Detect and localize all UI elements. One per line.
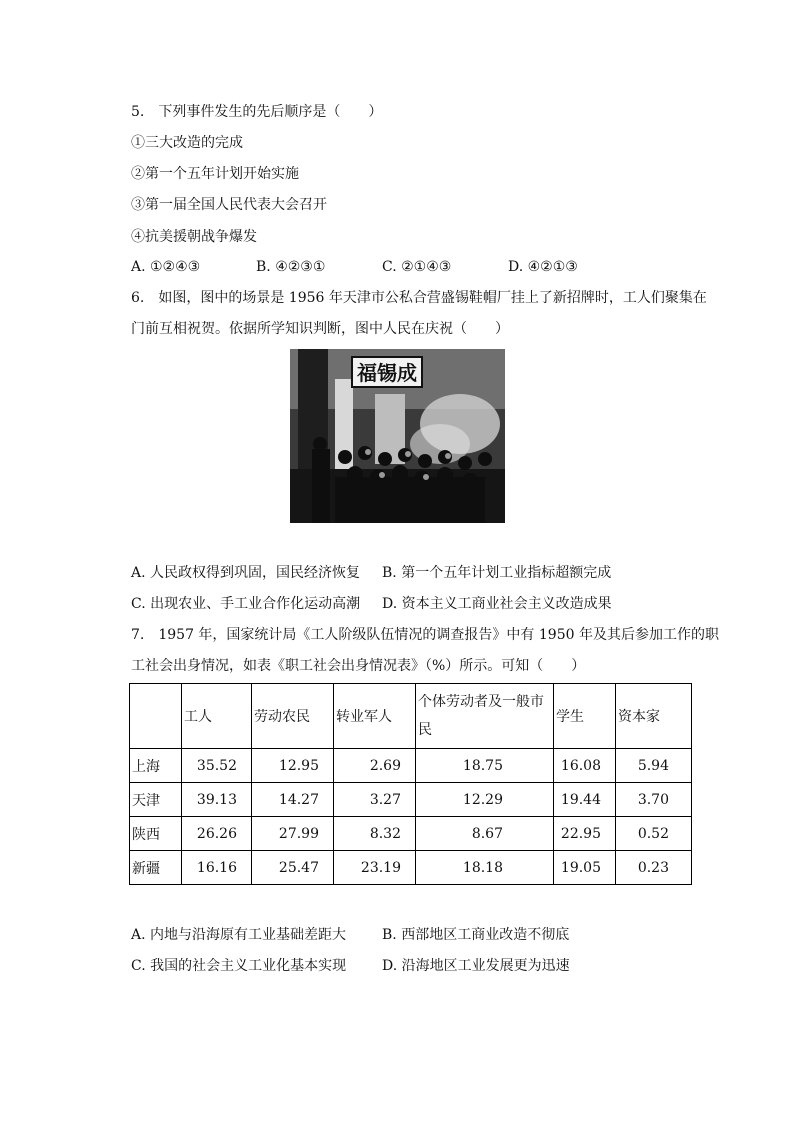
table-cell: 16.08 bbox=[554, 749, 616, 783]
table-cell: 23.19 bbox=[334, 851, 416, 885]
table-cell: 0.52 bbox=[616, 817, 692, 851]
q5-item-1: ①三大改造的完成 bbox=[131, 135, 243, 151]
table-cell: 26.26 bbox=[182, 817, 252, 851]
table-cell-region: 陕西 bbox=[130, 817, 182, 851]
table-cell-region: 上海 bbox=[130, 749, 182, 783]
table-cell: 3.70 bbox=[616, 783, 692, 817]
table-cell: 8.67 bbox=[416, 817, 554, 851]
table-cell: 27.99 bbox=[252, 817, 334, 851]
table-cell: 18.18 bbox=[416, 851, 554, 885]
table-cell: 12.29 bbox=[416, 783, 554, 817]
table-cell: 3.27 bbox=[334, 783, 416, 817]
q6-option-a: A. 人民政权得到巩固，国民经济恢复 bbox=[131, 565, 361, 581]
table-header-cell: 个体劳动者及一般市民 bbox=[416, 684, 554, 749]
table-header-cell bbox=[130, 684, 182, 749]
q5-option-a: A. ①②④③ bbox=[131, 259, 201, 275]
table-cell: 39.13 bbox=[182, 783, 252, 817]
q7-option-b: B. 西部地区工商业改造不彻底 bbox=[382, 927, 570, 943]
table-cell: 16.16 bbox=[182, 851, 252, 885]
table-row bbox=[130, 783, 692, 817]
table-cell: 8.32 bbox=[334, 817, 416, 851]
table-header-cell: 资本家 bbox=[616, 684, 692, 749]
q5-item-2: ②第一个五年计划开始实施 bbox=[131, 166, 299, 182]
table-row bbox=[130, 851, 692, 885]
table-cell: 19.05 bbox=[554, 851, 616, 885]
table-header-cell: 工人 bbox=[182, 684, 252, 749]
table-header-row bbox=[130, 684, 692, 749]
q7-option-c: C. 我国的社会主义工业化基本实现 bbox=[131, 958, 347, 974]
table-cell: 12.95 bbox=[252, 749, 334, 783]
q6-option-b: B. 第一个五年计划工业指标超额完成 bbox=[382, 565, 612, 581]
q7-option-d: D. 沿海地区工业发展更为迅速 bbox=[382, 958, 570, 974]
q5-option-b: B. ④②③① bbox=[256, 259, 326, 275]
table-cell: 14.27 bbox=[252, 783, 334, 817]
table-cell: 25.47 bbox=[252, 851, 334, 885]
table-row bbox=[130, 749, 692, 783]
q6-photo-illustration bbox=[290, 349, 505, 523]
q7-stem-line1: 7. 1957 年，国家统计局《工人阶级队伍情况的调查报告》中有 1950 年及其后参加工作的职 bbox=[131, 627, 719, 643]
q5-item-3: ③第一届全国人民代表大会召开 bbox=[131, 197, 327, 213]
table-header-cell: 学生 bbox=[554, 684, 616, 749]
q5-item-4: ④抗美援朝战争爆发 bbox=[131, 229, 257, 245]
table-cell: 2.69 bbox=[334, 749, 416, 783]
table-header-cell: 劳动农民 bbox=[252, 684, 334, 749]
q5-option-c: C. ②①④③ bbox=[382, 259, 452, 275]
q5-stem: 5. 下列事件发生的先后顺序是（ ） bbox=[131, 104, 383, 120]
q7-stem-line2: 工社会出身情况，如表《职工社会出身情况表》（%）所示。可知（ ） bbox=[131, 658, 586, 674]
q7-option-a: A. 内地与沿海原有工业基础差距大 bbox=[131, 927, 347, 943]
table-cell: 35.52 bbox=[182, 749, 252, 783]
table-header-cell: 转业军人 bbox=[334, 684, 416, 749]
q6-stem-line2: 门前互相祝贺。依据所学知识判断，图中人民在庆祝（ ） bbox=[131, 321, 509, 337]
table-cell: 0.23 bbox=[616, 851, 692, 885]
q6-stem-line1: 6. 如图，图中的场景是 1956 年天津市公私合营盛锡鞋帽厂挂上了新招牌时，工人们聚集在 bbox=[131, 290, 707, 306]
table-cell: 19.44 bbox=[554, 783, 616, 817]
q6-option-d: D. 资本主义工商业社会主义改造成果 bbox=[382, 596, 612, 612]
table-cell: 22.95 bbox=[554, 817, 616, 851]
table-cell: 5.94 bbox=[616, 749, 692, 783]
q7-statistics-table bbox=[129, 683, 692, 885]
table-cell: 18.75 bbox=[416, 749, 554, 783]
table-cell-region: 天津 bbox=[130, 783, 182, 817]
q5-option-d: D. ④②①③ bbox=[508, 259, 578, 275]
photo-sign-text: 福锡成 bbox=[357, 361, 417, 385]
table-row bbox=[130, 817, 692, 851]
table-cell-region: 新疆 bbox=[130, 851, 182, 885]
q6-option-c: C. 出现农业、手工业合作化运动高潮 bbox=[131, 596, 361, 612]
q6-photo bbox=[290, 349, 505, 523]
